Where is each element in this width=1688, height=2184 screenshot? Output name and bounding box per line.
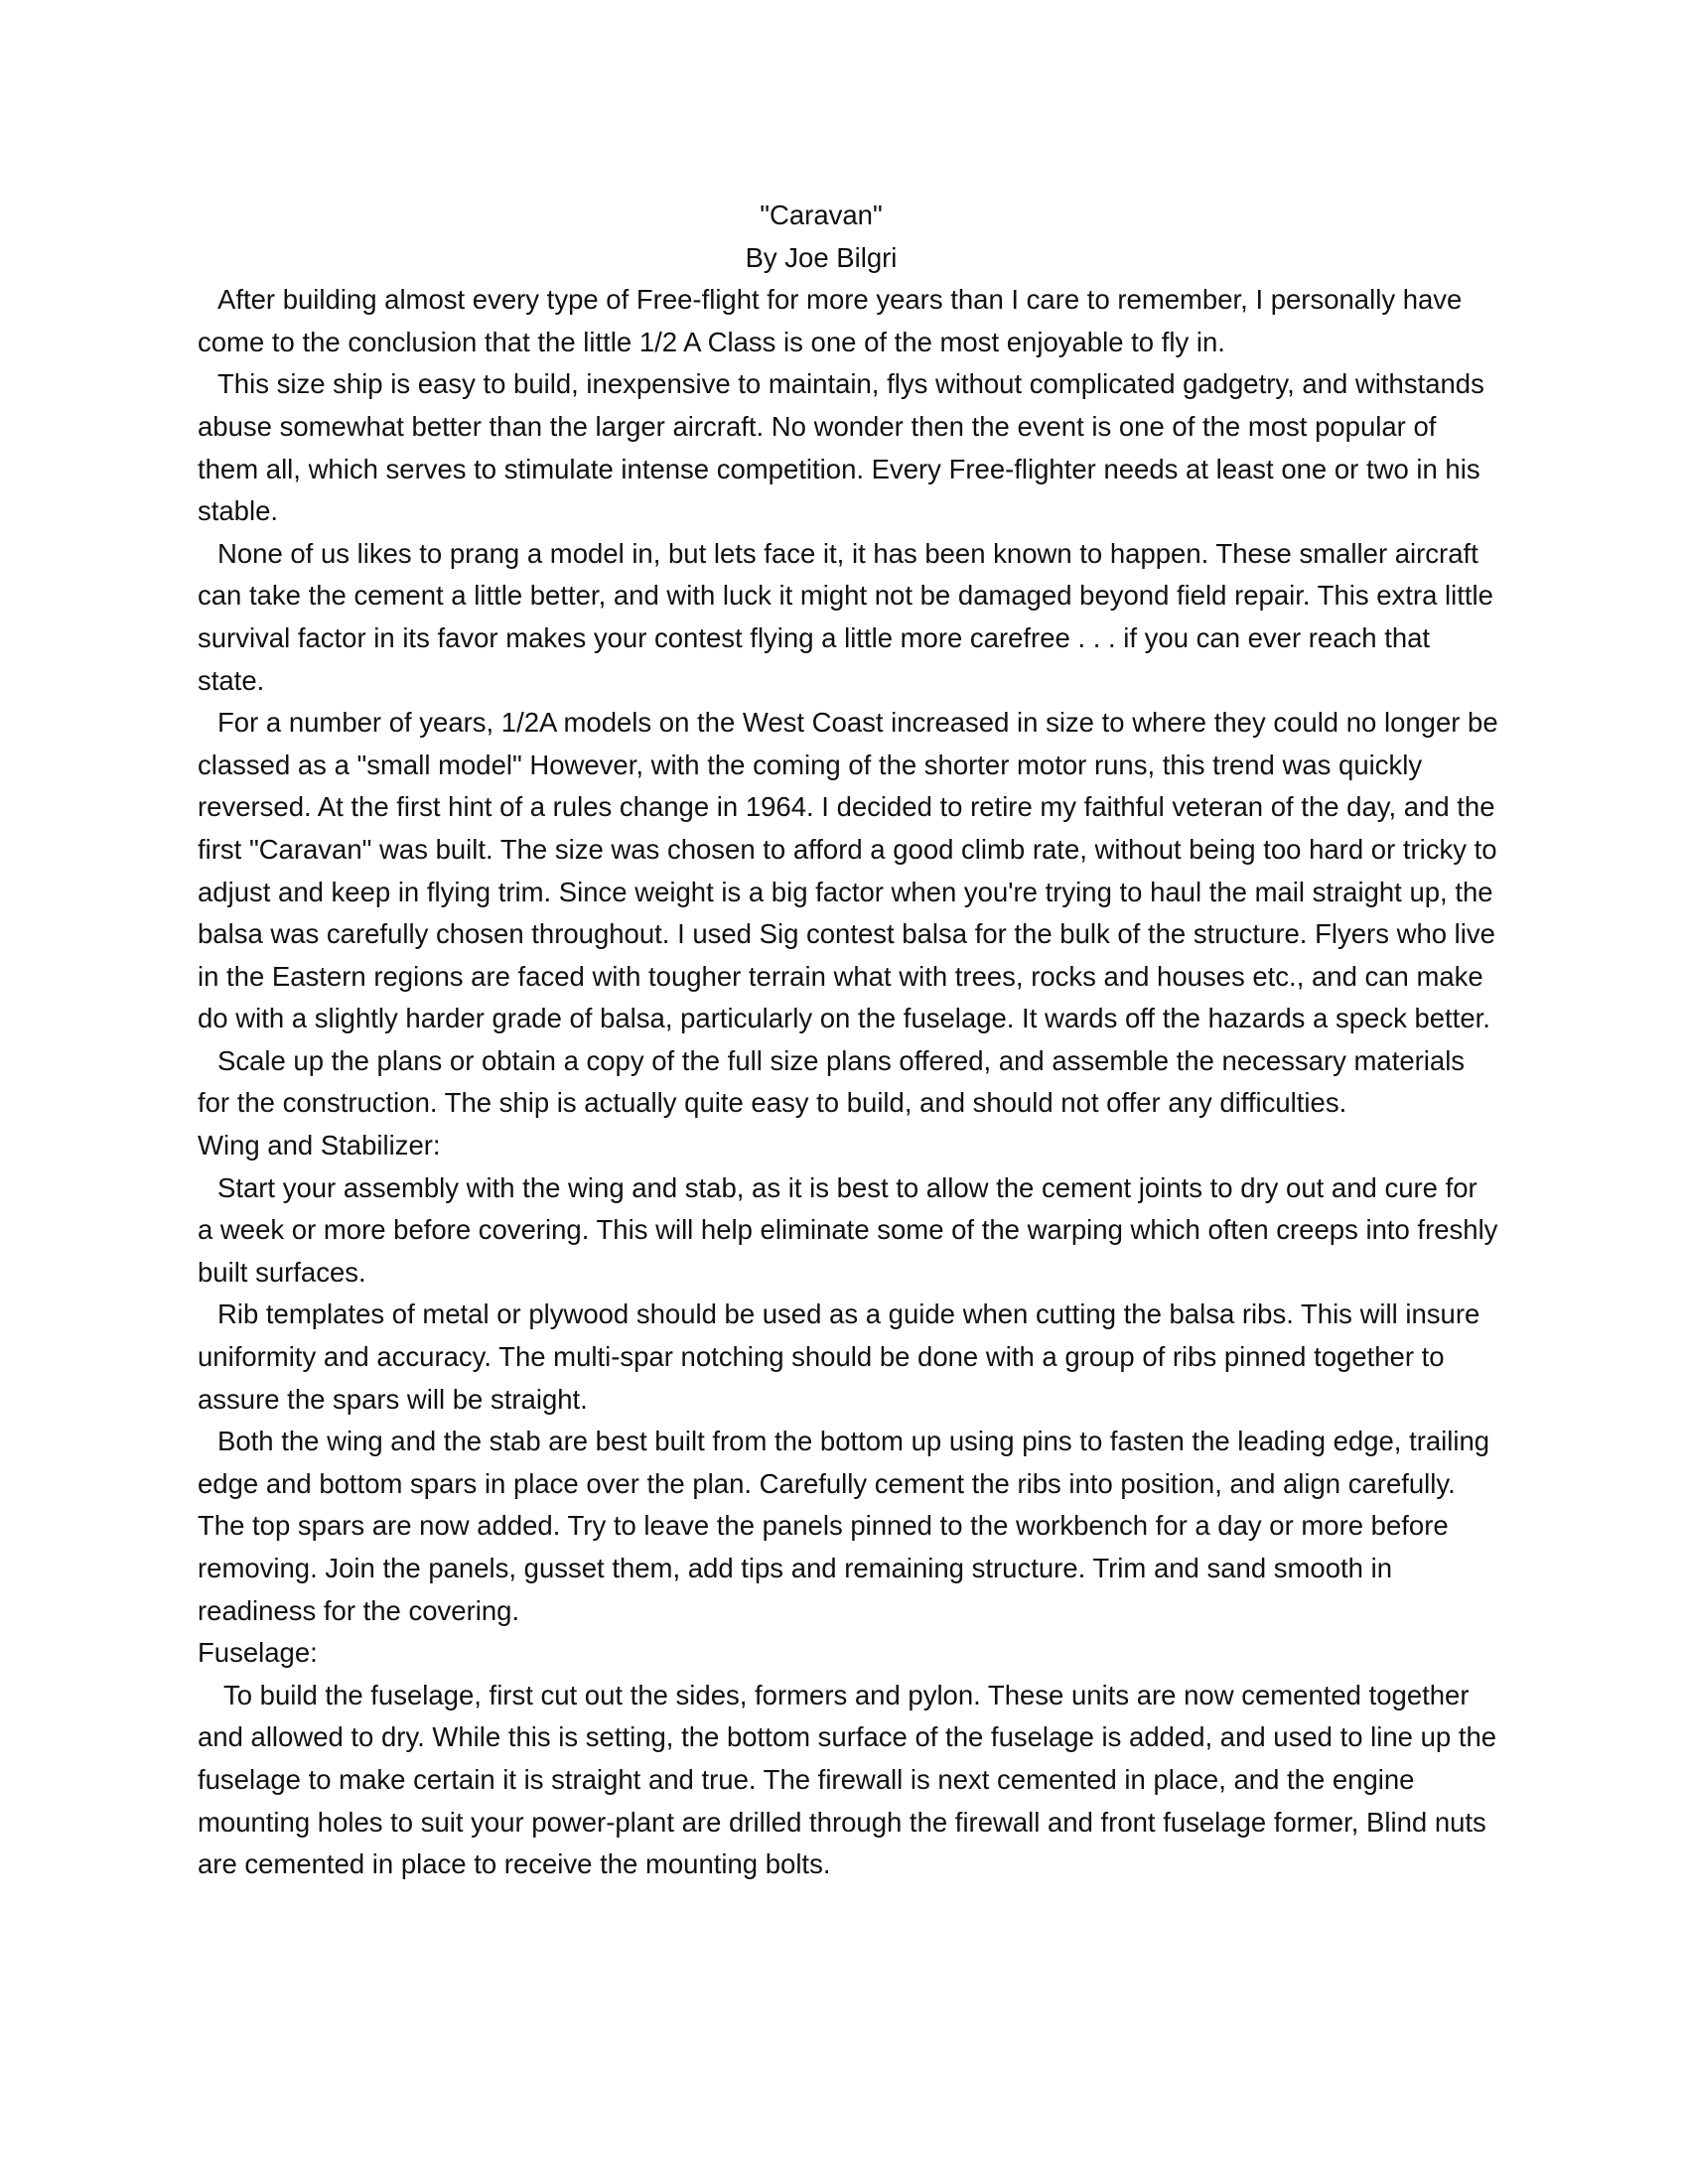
paragraph-wing-build: Both the wing and the stab are best built from the bottom up using pins to fasten the leading edge, trailing edge and bottom spars in place over the plan. Carefully cement the ribs into position, and align carefully. The top spars are now added. Try to leave the panels pinned to the workbench for a day or more before removing. Join the panels, gusset them, add tips and remaining structure. Trim and sand smooth in readiness for the covering. [198, 1426, 1490, 1626]
paragraph-history: For a number of years, 1/2A models on the West Coast increased in size to where they could no longer be classed as a "small model" However, with the coming of the shorter motor runs, this trend was quickly reversed. At the first hint of a rules change in 1964. I decided to retire my faithful veteran of the day, and the first "Caravan" was built. The size was chosen to afford a good climb rate, without being too hard or tricky to adjust and keep in flying trim. Since weight is a big factor when you're trying to haul the mail straight up, the balsa was carefully chosen throughout. I used Sig contest balsa for the bulk of the structure. Flyers who live in the Eastern regions are faced with tougher terrain what with trees, rocks and houses etc., and can make do with a slightly harder grade of balsa, particularly on the fuselage. It wards off the hazards a speck better. [198, 707, 1498, 1034]
paragraph-prang: None of us likes to prang a model in, but lets face it, it has been known to happen. These smaller aircraft can take the cement a little better, and with luck it might not be damaged beyond field repair. This extra little survival factor in its favor makes your contest flying a little more carefree . . . if you can ever reach that state. [198, 537, 1493, 696]
paragraph-size-ship: This size ship is easy to build, inexpensive to maintain, flys without complicated gadgetry, and withstands abuse somewhat better than the larger aircraft. No wonder then the event is one of the most popular of them all, which serves to stimulate intense competition. Every Free-flighter needs at least one or two in his stable. [198, 368, 1484, 527]
section-heading-wing: Wing and Stabilizer: [198, 1130, 441, 1161]
document-page [198, 195, 1498, 1886]
article-title: "Caravan" [760, 200, 883, 230]
paragraph-wing-assembly: Start your assembly with the wing and stab, as it is best to allow the cement joints to dry out and cure for a week or more before covering. This will help eliminate some of the warping which often creeps into freshly built surfaces. [198, 1171, 1498, 1288]
paragraph-fuselage-build: To build the fuselage, first cut out the sides, formers and pylon. These units are now cemented together and allowed to dry. While this is setting, the bottom surface of the fuselage is added, and used to line up the fuselage to make certain it is straight and true. The firewall is next cemented in place, and the engine mounting holes to suit your power-plant are drilled through the firewall and front fuselage former, Blind nuts are cemented in place to receive the mounting bolts. [198, 1679, 1497, 1880]
paragraph-plans: Scale up the plans or obtain a copy of the full size plans offered, and assemble the necessary materials for the construction. The ship is actually quite easy to build, and should not offer any difficulties. [198, 1044, 1466, 1119]
paragraph-rib-templates: Rib templates of metal or plywood should be used as a guide when cutting the balsa ribs. This will insure uniformity and accuracy. The multi-spar notching should be done with a group of ribs pinned together to assure the spars will be straight. [198, 1298, 1480, 1415]
paragraph-intro: After building almost every type of Free-flight for more years than I care to remember, I personally have come to the conclusion that the little 1/2 A Class is one of the most enjoyable to fly in. [198, 284, 1463, 357]
section-heading-fuselage: Fuselage: [198, 1637, 318, 1669]
article-byline: By Joe Bilgri [745, 241, 898, 273]
